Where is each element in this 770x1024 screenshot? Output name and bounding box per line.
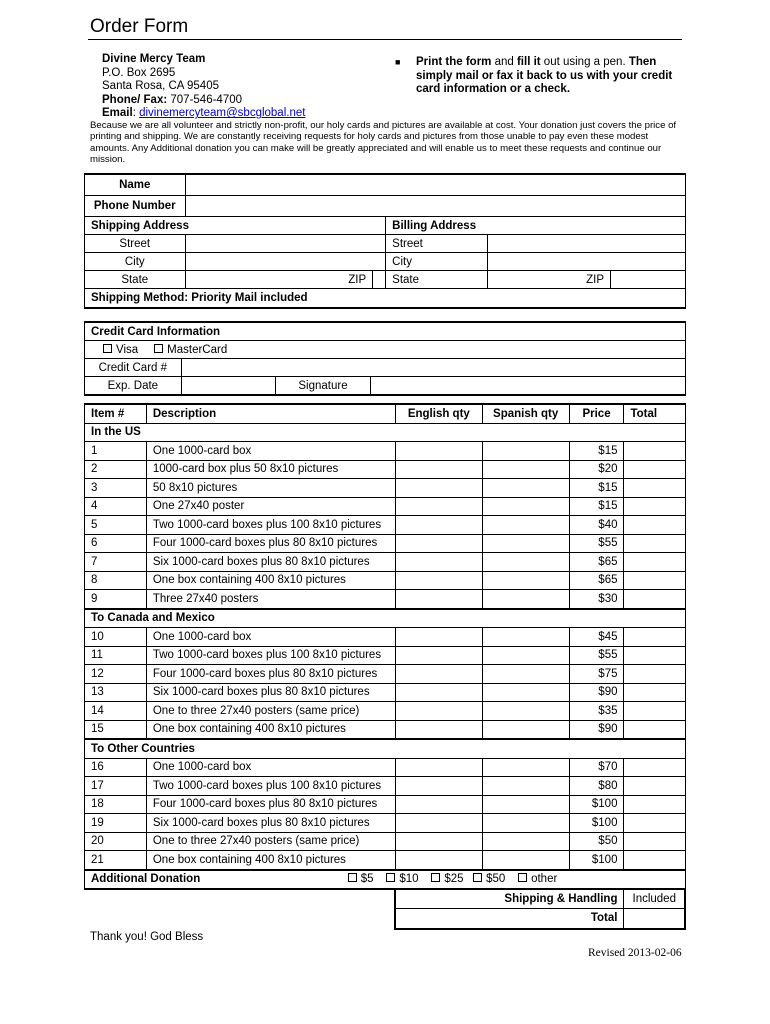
item-description: Six 1000-card boxes plus 80 8x10 pictures	[146, 683, 395, 702]
english-qty-field[interactable]	[395, 460, 482, 479]
item-price: $55	[569, 534, 624, 553]
english-qty-field[interactable]	[395, 683, 482, 702]
item-total-field[interactable]	[624, 590, 685, 609]
checkbox-icon[interactable]	[518, 873, 527, 882]
square-bullet-icon: ■	[395, 57, 401, 67]
donation-option-label: $10	[399, 873, 419, 886]
spanish-qty-field[interactable]	[482, 814, 569, 833]
item-number: 21	[85, 851, 147, 870]
visa-label: Visa	[116, 343, 139, 356]
english-qty-field[interactable]	[395, 832, 482, 851]
item-total-field[interactable]	[624, 628, 685, 647]
org-name: Divine Mercy Team	[102, 53, 206, 65]
item-price: $100	[569, 851, 624, 870]
shipping-city-label: City	[85, 253, 186, 271]
signature-label: Signature	[276, 377, 371, 396]
table-row	[85, 553, 686, 572]
donation-option-label: $5	[360, 873, 374, 886]
spanish-qty-field[interactable]	[482, 571, 569, 590]
table-row	[85, 720, 686, 739]
name-field[interactable]	[185, 174, 686, 196]
table-row	[85, 683, 686, 702]
english-qty-field[interactable]	[395, 516, 482, 535]
instruction-and: and	[491, 56, 517, 68]
donation-label: Additional Donation	[91, 873, 201, 886]
item-total-field[interactable]	[624, 442, 685, 461]
shipping-zip-field[interactable]	[373, 271, 386, 289]
item-number: 13	[85, 683, 147, 702]
item-price: $15	[569, 479, 624, 498]
item-number: 17	[85, 777, 147, 796]
item-number: 12	[85, 665, 147, 684]
header-item-number: Item #	[85, 404, 147, 423]
item-price: $20	[569, 460, 624, 479]
item-description: 50 8x10 pictures	[146, 479, 395, 498]
english-qty-field[interactable]	[395, 702, 482, 721]
item-number: 16	[85, 758, 147, 777]
item-price: $30	[569, 590, 624, 609]
table-row	[85, 702, 686, 721]
header-price: Price	[569, 404, 624, 423]
table-row	[85, 758, 686, 777]
item-number: 5	[85, 516, 147, 535]
english-qty-field[interactable]	[395, 720, 482, 739]
spanish-qty-field[interactable]	[482, 590, 569, 609]
instruction-pen: out using a pen.	[540, 56, 629, 68]
item-number: 19	[85, 814, 147, 833]
spanish-qty-field[interactable]	[482, 683, 569, 702]
spanish-qty-field[interactable]	[482, 795, 569, 814]
section-heading: In the US	[85, 423, 686, 442]
section-heading: To Other Countries	[85, 739, 686, 758]
item-price: $35	[569, 702, 624, 721]
exp-date-label: Exp. Date	[85, 377, 182, 396]
table-row	[85, 516, 686, 535]
spanish-qty-field[interactable]	[482, 777, 569, 796]
item-total-field[interactable]	[624, 497, 685, 516]
item-description: One to three 27x40 posters (same price)	[146, 832, 395, 851]
spanish-qty-field[interactable]	[482, 832, 569, 851]
item-total-field[interactable]	[624, 720, 685, 739]
phone-number-label: Phone Number	[85, 196, 186, 217]
spanish-qty-field[interactable]	[482, 460, 569, 479]
phone-value: 707-546-4700	[170, 93, 243, 106]
donation-option-10[interactable]	[386, 873, 418, 885]
instruction-fill: fill it	[516, 56, 541, 68]
spanish-qty-field[interactable]	[482, 720, 569, 739]
revision-date: Revised 2013-02-06	[588, 947, 682, 959]
total-label: Total	[395, 908, 624, 929]
item-description: One box containing 400 8x10 pictures	[146, 851, 395, 870]
item-description: One 1000-card box	[146, 628, 395, 647]
instruction-print: Print the form	[416, 56, 492, 68]
item-number: 7	[85, 553, 147, 572]
card-number-label: Credit Card #	[85, 359, 182, 377]
shipping-state-label: State	[85, 271, 186, 289]
table-row	[85, 777, 686, 796]
table-row	[85, 460, 686, 479]
donation-option-label: $50	[486, 873, 506, 886]
checkbox-icon[interactable]	[431, 873, 440, 882]
table-row	[85, 628, 686, 647]
card-type-row	[85, 341, 686, 359]
english-qty-field[interactable]	[395, 851, 482, 870]
billing-state-label: State	[386, 271, 488, 289]
phone-label: Phone/ Fax:	[102, 93, 168, 106]
item-total-field[interactable]	[624, 683, 685, 702]
checkbox-icon[interactable]	[103, 344, 112, 353]
instructions-note	[397, 56, 687, 97]
item-total-field[interactable]	[624, 795, 685, 814]
english-qty-field[interactable]	[395, 479, 482, 498]
phone-number-field[interactable]	[185, 196, 686, 217]
billing-zip-label: ZIP	[488, 271, 611, 289]
donation-option-25[interactable]	[431, 873, 463, 885]
section-heading: To Canada and Mexico	[85, 609, 686, 628]
shipping-handling-label: Shipping & Handling	[395, 889, 624, 908]
spanish-qty-field[interactable]	[482, 851, 569, 870]
item-number: 9	[85, 590, 147, 609]
english-qty-field[interactable]	[395, 534, 482, 553]
billing-address-label: Billing Address	[386, 217, 686, 235]
signature-field[interactable]	[370, 377, 685, 396]
item-number: 4	[85, 497, 147, 516]
item-description: Two 1000-card boxes plus 100 8x10 pictures	[146, 516, 395, 535]
item-price: $90	[569, 720, 624, 739]
title-divider	[88, 39, 682, 40]
item-price: $40	[569, 516, 624, 535]
item-total-field[interactable]	[624, 646, 685, 665]
checkbox-icon[interactable]	[348, 873, 357, 882]
shipping-street-field[interactable]	[185, 235, 386, 253]
item-price: $90	[569, 683, 624, 702]
item-number: 1	[85, 442, 147, 461]
spanish-qty-field[interactable]	[482, 646, 569, 665]
spanish-qty-field[interactable]	[482, 553, 569, 572]
table-row	[85, 497, 686, 516]
billing-city-label: City	[386, 253, 488, 271]
english-qty-field[interactable]	[395, 795, 482, 814]
item-total-field[interactable]	[624, 516, 685, 535]
table-row	[85, 665, 686, 684]
item-price: $75	[569, 665, 624, 684]
intro-paragraph: Because we are all volunteer and strictly non-profit, our holy cards and pictures are available at cost. Your donation just covers the price of printing and shipping. We are constantly receiving requests for holy cards and pictures from those unable to pay even these modest amounts. Any Additional donation you can make will be greatly appreciated and will enable us to meet these requests and continue our mission.	[90, 120, 677, 166]
english-qty-field[interactable]	[395, 590, 482, 609]
table-row	[85, 571, 686, 590]
card-number-field[interactable]	[181, 359, 685, 377]
org-address-line2: Santa Rosa, CA 95405	[102, 80, 219, 93]
page-title: Order Form	[90, 16, 189, 37]
item-number: 15	[85, 720, 147, 739]
table-row	[85, 442, 686, 461]
donation-option-label: other	[531, 873, 558, 886]
items-table	[84, 403, 686, 930]
email-link[interactable]: divinemercyteam@sbcglobal.net	[139, 107, 306, 120]
thank-you-note: Thank you! God Bless	[90, 931, 204, 943]
spanish-qty-field[interactable]	[482, 665, 569, 684]
item-description: One 1000-card box	[146, 442, 395, 461]
donation-option-5[interactable]	[348, 873, 374, 885]
checkbox-icon[interactable]	[473, 873, 482, 882]
item-description: Six 1000-card boxes plus 80 8x10 pictures	[146, 553, 395, 572]
item-total-field[interactable]	[624, 571, 685, 590]
header-description: Description	[146, 404, 395, 423]
donation-options	[348, 873, 679, 885]
shipping-zip-label: ZIP	[185, 271, 373, 289]
english-qty-field[interactable]	[395, 442, 482, 461]
item-description: Two 1000-card boxes plus 100 8x10 pictures	[146, 777, 395, 796]
item-number: 3	[85, 479, 147, 498]
item-total-field[interactable]	[624, 832, 685, 851]
donation-option-other[interactable]	[518, 873, 557, 885]
english-qty-field[interactable]	[395, 814, 482, 833]
item-price: $70	[569, 758, 624, 777]
visa-option[interactable]	[103, 344, 138, 356]
spanish-qty-field[interactable]	[482, 628, 569, 647]
name-label: Name	[85, 174, 186, 196]
table-row	[85, 832, 686, 851]
item-number: 20	[85, 832, 147, 851]
item-total-field[interactable]	[624, 553, 685, 572]
spanish-qty-field[interactable]	[482, 479, 569, 498]
english-qty-field[interactable]	[395, 571, 482, 590]
billing-zip-field[interactable]	[611, 271, 686, 289]
table-row	[85, 646, 686, 665]
checkbox-icon[interactable]	[154, 344, 163, 353]
table-row	[85, 534, 686, 553]
billing-street-label: Street	[386, 235, 488, 253]
email-label: Email	[102, 107, 133, 120]
item-description: 1000-card box plus 50 8x10 pictures	[146, 460, 395, 479]
item-description: One 1000-card box	[146, 758, 395, 777]
item-number: 6	[85, 534, 147, 553]
item-description: Two 1000-card boxes plus 100 8x10 pictures	[146, 646, 395, 665]
item-number: 10	[85, 628, 147, 647]
checkbox-icon[interactable]	[386, 873, 395, 882]
item-total-field[interactable]	[624, 702, 685, 721]
item-price: $65	[569, 553, 624, 572]
spanish-qty-field[interactable]	[482, 442, 569, 461]
table-row	[85, 795, 686, 814]
item-total-field[interactable]	[624, 534, 685, 553]
item-price: $50	[569, 832, 624, 851]
table-row	[85, 590, 686, 609]
customer-info-table	[84, 173, 686, 309]
item-total-field[interactable]	[624, 479, 685, 498]
item-description: Four 1000-card boxes plus 80 8x10 pictures	[146, 795, 395, 814]
credit-card-heading: Credit Card Information	[85, 322, 686, 341]
item-description: One box containing 400 8x10 pictures	[146, 571, 395, 590]
billing-city-field[interactable]	[488, 253, 686, 271]
header-english-qty: English qty	[395, 404, 482, 423]
org-address-line1: P.O. Box 2695	[102, 66, 176, 79]
spanish-qty-field[interactable]	[482, 516, 569, 535]
mastercard-option[interactable]	[154, 344, 227, 356]
english-qty-field[interactable]	[395, 646, 482, 665]
mastercard-label: MasterCard	[167, 343, 228, 356]
donation-option-label: $25	[444, 873, 464, 886]
org-email: Email: divinemercyteam@sbcglobal.net	[102, 107, 306, 120]
english-qty-field[interactable]	[395, 665, 482, 684]
item-price: $100	[569, 795, 624, 814]
english-qty-field[interactable]	[395, 758, 482, 777]
total-field[interactable]	[624, 908, 685, 929]
item-description: Three 27x40 posters	[146, 590, 395, 609]
exp-date-field[interactable]	[181, 377, 275, 396]
item-description: One 27x40 poster	[146, 497, 395, 516]
item-price: $15	[569, 442, 624, 461]
item-description: Four 1000-card boxes plus 80 8x10 pictures	[146, 665, 395, 684]
item-number: 18	[85, 795, 147, 814]
english-qty-field[interactable]	[395, 553, 482, 572]
item-total-field[interactable]	[624, 665, 685, 684]
item-description: One to three 27x40 posters (same price)	[146, 702, 395, 721]
org-phone	[102, 94, 305, 108]
billing-street-field[interactable]	[488, 235, 686, 253]
shipping-address-label: Shipping Address	[85, 217, 386, 235]
shipping-street-label: Street	[85, 235, 186, 253]
spanish-qty-field[interactable]	[482, 702, 569, 721]
item-total-field[interactable]	[624, 460, 685, 479]
item-total-field[interactable]	[624, 851, 685, 870]
english-qty-field[interactable]	[395, 497, 482, 516]
spanish-qty-field[interactable]	[482, 534, 569, 553]
item-total-field[interactable]	[624, 777, 685, 796]
table-row	[85, 814, 686, 833]
item-price: $55	[569, 646, 624, 665]
instruction-mail: Then simply mail or fax it back to us with your credit card information or a check.	[416, 56, 673, 96]
english-qty-field[interactable]	[395, 777, 482, 796]
item-number: 11	[85, 646, 147, 665]
item-price: $65	[569, 571, 624, 590]
item-description: Six 1000-card boxes plus 80 8x10 pictures	[146, 814, 395, 833]
shipping-handling-value: Included	[624, 889, 685, 908]
credit-card-table	[84, 321, 686, 396]
item-price: $15	[569, 497, 624, 516]
item-description: Four 1000-card boxes plus 80 8x10 pictures	[146, 534, 395, 553]
table-row	[85, 479, 686, 498]
header-spanish-qty: Spanish qty	[482, 404, 569, 423]
spanish-qty-field[interactable]	[482, 497, 569, 516]
shipping-method: Shipping Method: Priority Mail included	[85, 289, 686, 309]
organization-contact	[102, 53, 305, 121]
item-price: $80	[569, 777, 624, 796]
additional-donation-row	[85, 870, 686, 890]
item-total-field[interactable]	[624, 814, 685, 833]
item-price: $100	[569, 814, 624, 833]
item-number: 8	[85, 571, 147, 590]
item-total-field[interactable]	[624, 758, 685, 777]
shipping-city-field[interactable]	[185, 253, 386, 271]
item-number: 2	[85, 460, 147, 479]
spanish-qty-field[interactable]	[482, 758, 569, 777]
header-total: Total	[624, 404, 685, 423]
english-qty-field[interactable]	[395, 628, 482, 647]
donation-option-50[interactable]	[473, 873, 505, 885]
table-row	[85, 851, 686, 870]
item-price: $45	[569, 628, 624, 647]
item-number: 14	[85, 702, 147, 721]
item-description: One box containing 400 8x10 pictures	[146, 720, 395, 739]
